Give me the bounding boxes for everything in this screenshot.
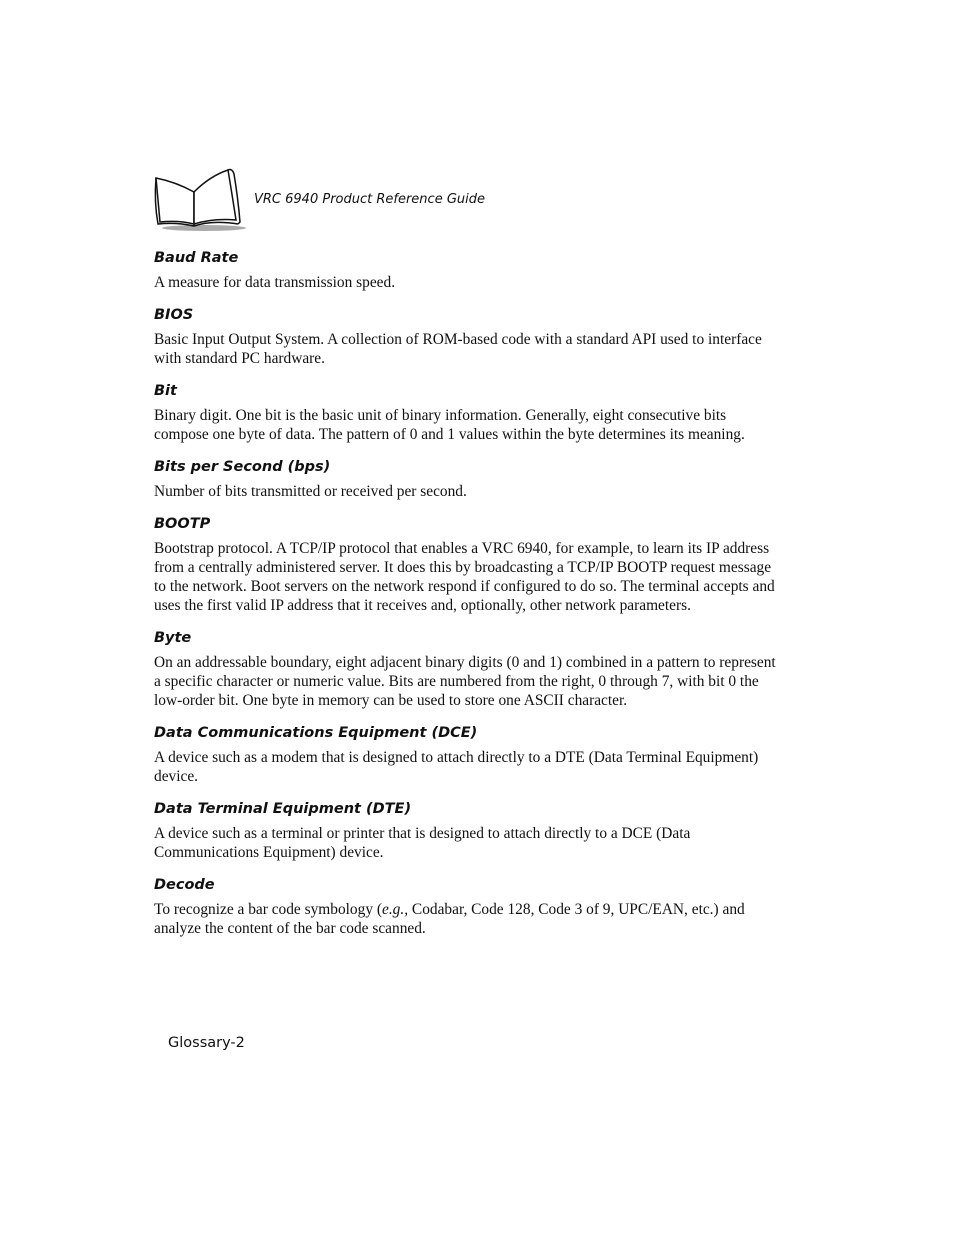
glossary-definition [154,900,778,938]
glossary-entry [154,381,778,444]
document-title: VRC 6940 Product Reference Guide [254,192,485,207]
glossary-definition: A measure for data transmission speed. [154,274,396,291]
glossary-definition: Bootstrap protocol. A TCP/IP protocol that enables a VRC 6940, for example, to learn its IP address from a centrally administered server. It does this by broadcasting a TCP/IP BOOTP request message to the network. Boot servers on the network respond if configured to do so. The terminal accepts and uses the first valid IP address that it receives and, optionally, other network parameters. [154,540,775,614]
book-icon [152,166,248,232]
glossary-entry [154,723,778,786]
glossary-entry [154,628,778,710]
glossary-entry [154,875,778,938]
definition-text: To recognize a bar code symbology ( [154,901,382,918]
glossary-term: Data Terminal Equipment (DTE) [154,801,412,817]
glossary-term: Data Communications Equipment (DCE) [154,725,478,741]
glossary-definition: A device such as a modem that is designed to attach directly to a DTE (Data Terminal Equipment) device. [154,749,759,785]
glossary-definition: Basic Input Output System. A collection of ROM-based code with a standard API used to interface with standard PC hardware. [154,331,762,367]
glossary-definition: Number of bits transmitted or received per second. [154,483,467,500]
glossary-definition: A device such as a terminal or printer that is designed to attach directly to a DCE (Data Communications Equipment) device. [154,825,691,861]
glossary-term: Decode [154,877,215,893]
glossary-entry [154,799,778,862]
glossary-entry [154,514,778,615]
glossary-term: Baud Rate [154,250,239,266]
glossary-definition: Binary digit. One bit is the basic unit of binary information. Generally, eight consecutive bits compose one byte of data. The pattern of 0 and 1 values within the byte determines its meaning. [154,407,745,443]
glossary-list [154,248,778,951]
definition-emphasis: e.g., [382,901,409,918]
glossary-term: Bit [154,383,177,399]
glossary-entry [154,457,778,501]
glossary-definition: On an addressable boundary, eight adjacent binary digits (0 and 1) combined in a pattern to represent a specific character or numeric value. Bits are numbered from the right, 0 through 7, with bit 0 the low-order bit. One byte in memory can be used to store one ASCII character. [154,654,776,709]
glossary-term: BOOTP [154,516,211,532]
page-number: Glossary-2 [168,1035,245,1051]
glossary-term: Byte [154,630,192,646]
definition-text: Codabar, Code 128, Code 3 of 9, UPC/EAN, etc.) and analyze the content of the bar code scanned. [154,901,745,937]
glossary-term: BIOS [154,307,194,323]
glossary-entry [154,248,778,292]
glossary-entry [154,305,778,368]
glossary-term: Bits per Second (bps) [154,459,331,475]
page-header [152,166,632,236]
